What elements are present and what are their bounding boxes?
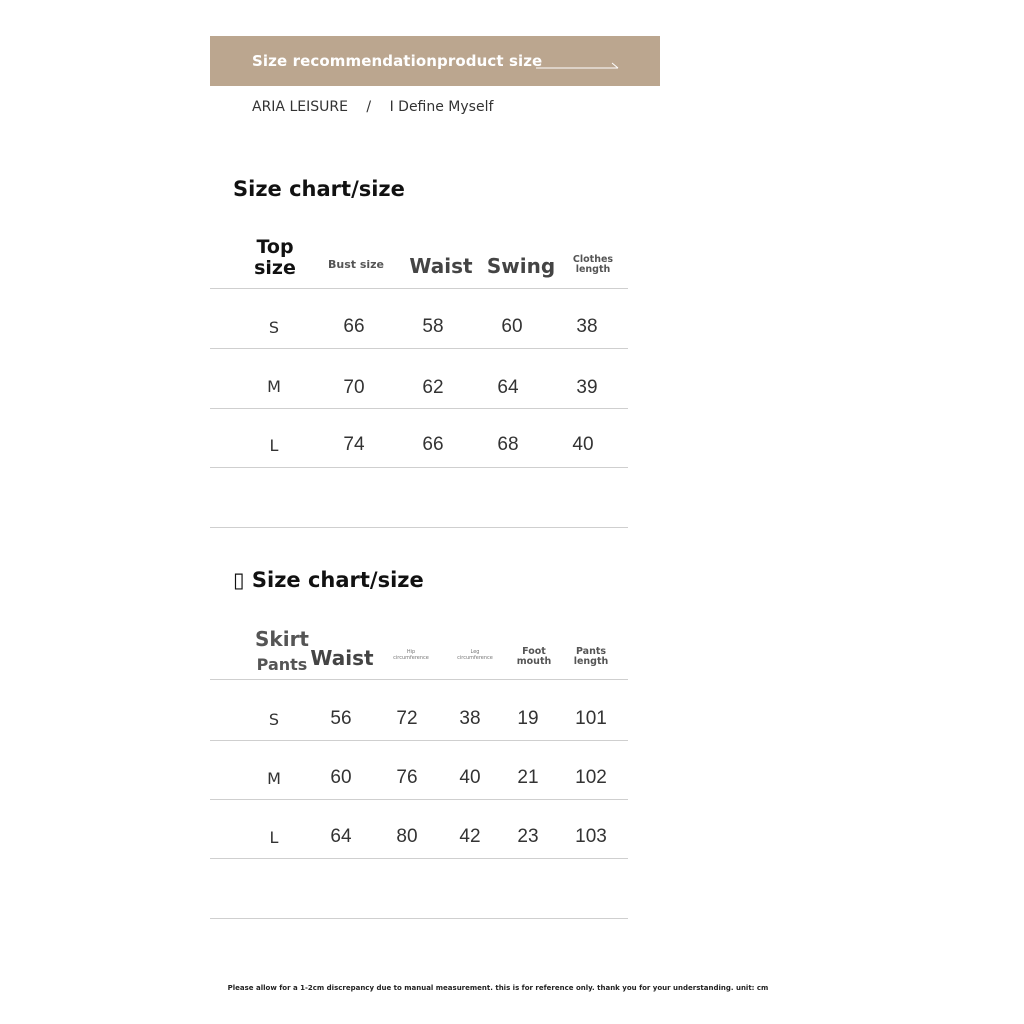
top-row-l-length: 40 xyxy=(572,434,594,455)
divider xyxy=(210,467,628,468)
bottom-row-s-leg: 38 xyxy=(459,708,481,729)
header-pants-length-line2: length xyxy=(573,656,609,667)
bottom-row-s-length: 101 xyxy=(575,708,607,729)
divider xyxy=(210,288,628,289)
bottom-row-s-hip: 72 xyxy=(396,708,418,729)
divider xyxy=(210,918,628,919)
bottom-row-l-waist: 64 xyxy=(330,826,352,847)
top-row-s-length: 38 xyxy=(576,316,598,337)
header-top-size-line2: size xyxy=(254,257,296,279)
top-row-l-bust: 74 xyxy=(343,434,365,455)
top-row-m-swing: 64 xyxy=(497,377,519,398)
divider xyxy=(210,348,628,349)
bottom-row-l-leg: 42 xyxy=(459,826,481,847)
header-waist: Waist xyxy=(310,646,374,670)
top-row-s-waist: 58 xyxy=(422,316,444,337)
top-row-l-swing: 68 xyxy=(497,434,519,455)
header-top-size-line1: Top xyxy=(256,236,294,258)
header-swing: Swing xyxy=(486,254,556,278)
bottom-row-s-waist: 56 xyxy=(330,708,352,729)
header-foot-mouth xyxy=(517,647,552,667)
top-row-s-bust: 66 xyxy=(343,316,365,337)
top-row-l-size: L xyxy=(269,436,279,455)
banner-title: Size recommendationproduct size xyxy=(252,52,543,70)
header-foot-line2: mouth xyxy=(516,656,552,667)
bottom-row-l-foot: 23 xyxy=(517,826,539,847)
divider xyxy=(210,527,628,528)
header-hip-line1: Hip xyxy=(406,649,416,655)
top-row-m-waist: 62 xyxy=(422,377,444,398)
bottom-row-m-foot: 21 xyxy=(517,767,539,788)
top-row-m-length: 39 xyxy=(576,377,598,398)
bottom-row-l-length: 103 xyxy=(575,826,607,847)
top-row-s-size: S xyxy=(268,318,280,337)
divider xyxy=(210,740,628,741)
header-top-size xyxy=(254,237,296,279)
top-size-chart-title: Size chart/size xyxy=(233,177,405,201)
bottom-row-l-hip: 80 xyxy=(396,826,418,847)
bottom-row-s-size: S xyxy=(268,710,280,729)
brand-tagline: I Define Myself xyxy=(389,99,494,115)
header-hip-line2: circumference xyxy=(393,655,429,661)
bottom-row-m-size: M xyxy=(267,769,281,788)
header-skirt: Skirt xyxy=(255,627,309,651)
measurement-footnote: Please allow for a 1-2cm discrepancy due to manual measurement. this is for reference only. thank you for your understanding. unit: cm xyxy=(227,984,769,992)
header-foot-line1: Foot xyxy=(522,646,546,657)
bottom-row-m-leg: 40 xyxy=(459,767,481,788)
top-row-s-swing: 60 xyxy=(501,316,523,337)
divider xyxy=(210,799,628,800)
top-row-m-size: M xyxy=(267,377,281,396)
divider xyxy=(210,679,628,680)
divider xyxy=(210,858,628,859)
header-hip-circumference xyxy=(393,649,429,661)
header-leg-line1: Leg xyxy=(470,649,480,655)
divider xyxy=(210,408,628,409)
header-leg-circumference xyxy=(457,649,493,661)
bottom-size-chart-title: ▯ Size chart/size xyxy=(233,568,424,592)
header-clothes-length xyxy=(573,255,613,275)
header-banner xyxy=(210,36,660,86)
header-clothes-length-line2: length xyxy=(575,264,611,275)
brand-line xyxy=(252,99,493,115)
bottom-row-s-foot: 19 xyxy=(517,708,539,729)
bottom-row-m-hip: 76 xyxy=(396,767,418,788)
header-leg-line2: circumference xyxy=(457,655,493,661)
header-pants-length xyxy=(574,647,609,667)
bottom-row-l-size: L xyxy=(269,828,279,847)
bottom-row-m-waist: 60 xyxy=(330,767,352,788)
header-bust-size: Bust size xyxy=(327,258,385,271)
arrow-right-icon xyxy=(536,60,620,70)
bottom-row-m-length: 102 xyxy=(575,767,607,788)
top-row-l-waist: 66 xyxy=(422,434,444,455)
header-pants: Pants xyxy=(256,655,308,674)
header-clothes-length-line1: Clothes xyxy=(572,254,614,265)
brand-name: ARIA LEISURE xyxy=(252,99,348,115)
header-pants-length-line1: Pants xyxy=(575,646,607,657)
top-row-m-bust: 70 xyxy=(343,377,365,398)
brand-separator: / xyxy=(366,99,372,115)
header-waist: Waist xyxy=(409,254,473,278)
